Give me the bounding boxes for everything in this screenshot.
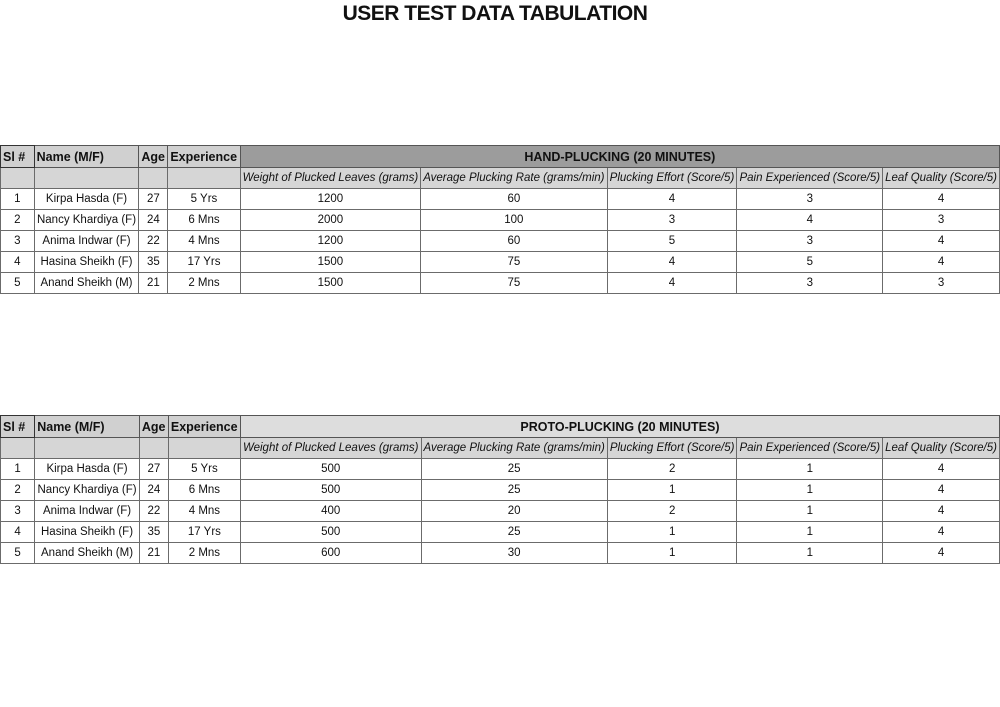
effort-cell: 4	[607, 273, 737, 294]
quality-cell: 4	[883, 543, 1000, 564]
experience-header: Experience	[168, 416, 240, 438]
weight-cell: 500	[240, 522, 421, 543]
experience-cell: 5 Yrs	[168, 459, 240, 480]
pain-cell: 1	[737, 459, 883, 480]
quality-cell: 4	[883, 501, 1000, 522]
name-cell: Kirpa Hasda (F)	[34, 189, 139, 210]
quality-cell: 4	[883, 480, 1000, 501]
group-title: HAND-PLUCKING (20 MINUTES)	[240, 146, 999, 168]
quality-cell: 4	[883, 252, 1000, 273]
experience-cell: 2 Mns	[168, 543, 240, 564]
age-header: Age	[139, 416, 168, 438]
name-cell: Nancy Khardiya (F)	[34, 210, 139, 231]
blank-cell	[1, 168, 35, 189]
pain-cell: 3	[737, 273, 883, 294]
table-body	[1, 459, 1000, 564]
experience-cell: 2 Mns	[168, 273, 240, 294]
table-row	[1, 480, 1000, 501]
metric-effort-header: Plucking Effort (Score/5)	[607, 438, 737, 459]
metric-pain-header: Pain Experienced (Score/5)	[737, 438, 883, 459]
metric-header-row	[1, 438, 1000, 459]
table-header-row	[1, 416, 1000, 438]
effort-cell: 2	[607, 459, 737, 480]
rate-cell: 75	[421, 273, 607, 294]
age-cell: 24	[139, 210, 168, 231]
weight-cell: 1200	[240, 189, 421, 210]
blank-cell	[1, 438, 35, 459]
hand-plucking-table	[0, 145, 1000, 294]
name-header: Name (M/F)	[34, 146, 139, 168]
name-header: Name (M/F)	[35, 416, 140, 438]
age-cell: 21	[139, 543, 168, 564]
weight-cell: 400	[240, 501, 421, 522]
effort-cell: 1	[607, 522, 737, 543]
name-cell: Kirpa Hasda (F)	[35, 459, 140, 480]
weight-cell: 600	[240, 543, 421, 564]
name-cell: Anima Indwar (F)	[35, 501, 140, 522]
age-cell: 27	[139, 459, 168, 480]
weight-cell: 500	[240, 459, 421, 480]
sl-cell: 4	[1, 522, 35, 543]
effort-cell: 1	[607, 480, 737, 501]
age-header: Age	[139, 146, 168, 168]
table-row	[1, 252, 1000, 273]
age-cell: 35	[139, 522, 168, 543]
rate-cell: 75	[421, 252, 607, 273]
blank-cell	[35, 438, 140, 459]
effort-cell: 5	[607, 231, 737, 252]
pain-cell: 3	[737, 231, 883, 252]
effort-cell: 4	[607, 252, 737, 273]
table-row	[1, 543, 1000, 564]
blank-cell	[139, 168, 168, 189]
rate-cell: 25	[421, 522, 607, 543]
sl-cell: 1	[1, 459, 35, 480]
rate-cell: 25	[421, 459, 607, 480]
age-cell: 21	[139, 273, 168, 294]
rate-cell: 60	[421, 231, 607, 252]
sl-cell: 2	[1, 210, 35, 231]
blank-cell	[168, 438, 240, 459]
sl-cell: 5	[1, 543, 35, 564]
rate-cell: 100	[421, 210, 607, 231]
pain-cell: 4	[737, 210, 883, 231]
experience-cell: 6 Mns	[168, 210, 240, 231]
table-body	[1, 189, 1000, 294]
sl-cell: 5	[1, 273, 35, 294]
group-title: PROTO-PLUCKING (20 MINUTES)	[240, 416, 999, 438]
age-cell: 22	[139, 501, 168, 522]
metric-rate-header: Average Plucking Rate (grams/min)	[421, 168, 607, 189]
name-cell: Anand Sheikh (M)	[34, 273, 139, 294]
table-row	[1, 501, 1000, 522]
sl-cell: 3	[1, 501, 35, 522]
name-cell: Nancy Khardiya (F)	[35, 480, 140, 501]
table-row	[1, 231, 1000, 252]
metric-weight-header: Weight of Plucked Leaves (grams)	[240, 438, 421, 459]
age-cell: 27	[139, 189, 168, 210]
quality-cell: 4	[883, 522, 1000, 543]
weight-cell: 500	[240, 480, 421, 501]
quality-cell: 4	[883, 231, 1000, 252]
rate-cell: 25	[421, 480, 607, 501]
pain-cell: 3	[737, 189, 883, 210]
name-cell: Hasina Sheikh (F)	[35, 522, 140, 543]
age-cell: 35	[139, 252, 168, 273]
sl-cell: 1	[1, 189, 35, 210]
table-row	[1, 189, 1000, 210]
experience-cell: 4 Mns	[168, 501, 240, 522]
name-cell: Anima Indwar (F)	[34, 231, 139, 252]
experience-cell: 5 Yrs	[168, 189, 240, 210]
table-row	[1, 522, 1000, 543]
quality-cell: 3	[883, 273, 1000, 294]
metric-weight-header: Weight of Plucked Leaves (grams)	[240, 168, 421, 189]
metric-pain-header: Pain Experienced (Score/5)	[737, 168, 883, 189]
table-header-row	[1, 146, 1000, 168]
pain-cell: 1	[737, 543, 883, 564]
pain-cell: 1	[737, 480, 883, 501]
effort-cell: 2	[607, 501, 737, 522]
effort-cell: 4	[607, 189, 737, 210]
proto-plucking-table	[0, 415, 1000, 564]
age-cell: 22	[139, 231, 168, 252]
page-title: USER TEST DATA TABULATION	[342, 2, 648, 25]
quality-cell: 3	[883, 210, 1000, 231]
experience-header: Experience	[168, 146, 240, 168]
sl-cell: 4	[1, 252, 35, 273]
sl-header: Sl #	[1, 146, 35, 168]
weight-cell: 1200	[240, 231, 421, 252]
experience-cell: 17 Yrs	[168, 252, 240, 273]
age-cell: 24	[139, 480, 168, 501]
sl-header: Sl #	[1, 416, 35, 438]
rate-cell: 30	[421, 543, 607, 564]
experience-cell: 6 Mns	[168, 480, 240, 501]
pain-cell: 1	[737, 522, 883, 543]
weight-cell: 2000	[240, 210, 421, 231]
pain-cell: 5	[737, 252, 883, 273]
name-cell: Hasina Sheikh (F)	[34, 252, 139, 273]
sl-cell: 2	[1, 480, 35, 501]
metric-header-row	[1, 168, 1000, 189]
effort-cell: 1	[607, 543, 737, 564]
table-row	[1, 273, 1000, 294]
sl-cell: 3	[1, 231, 35, 252]
quality-cell: 4	[883, 189, 1000, 210]
name-cell: Anand Sheikh (M)	[35, 543, 140, 564]
rate-cell: 20	[421, 501, 607, 522]
effort-cell: 3	[607, 210, 737, 231]
weight-cell: 1500	[240, 252, 421, 273]
table-row	[1, 459, 1000, 480]
table-row	[1, 210, 1000, 231]
blank-cell	[34, 168, 139, 189]
metric-rate-header: Average Plucking Rate (grams/min)	[421, 438, 607, 459]
rate-cell: 60	[421, 189, 607, 210]
metric-effort-header: Plucking Effort (Score/5)	[607, 168, 737, 189]
weight-cell: 1500	[240, 273, 421, 294]
experience-cell: 4 Mns	[168, 231, 240, 252]
metric-quality-header: Leaf Quality (Score/5)	[883, 168, 1000, 189]
quality-cell: 4	[883, 459, 1000, 480]
pain-cell: 1	[737, 501, 883, 522]
metric-quality-header: Leaf Quality (Score/5)	[883, 438, 1000, 459]
blank-cell	[168, 168, 240, 189]
experience-cell: 17 Yrs	[168, 522, 240, 543]
blank-cell	[139, 438, 168, 459]
